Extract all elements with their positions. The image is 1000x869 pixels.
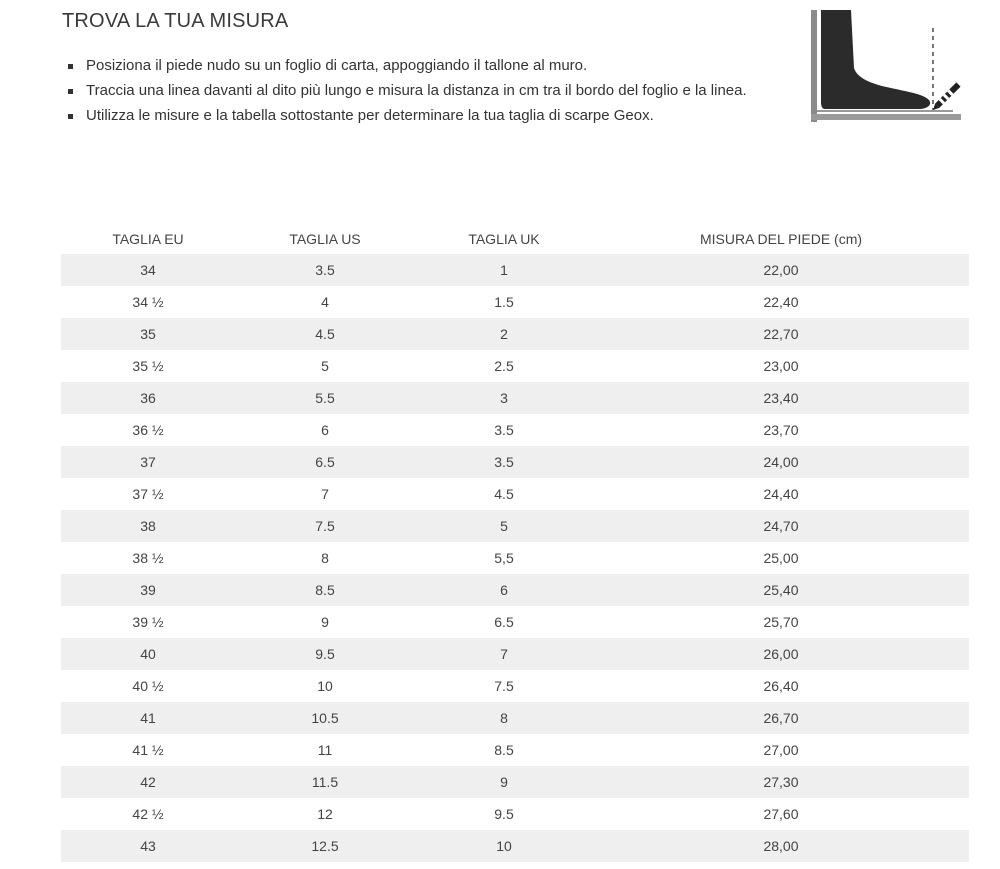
table-row bbox=[61, 510, 969, 542]
cell-foot-length: 25,70 bbox=[593, 606, 969, 638]
cell-uk: 8 bbox=[415, 702, 593, 734]
cell-uk: 3.5 bbox=[415, 446, 593, 478]
table-row bbox=[61, 350, 969, 382]
header-foot-length: MISURA DEL PIEDE (cm) bbox=[699, 231, 863, 247]
cell-eu: 42 bbox=[61, 766, 235, 798]
cell-eu: 39 ½ bbox=[61, 606, 235, 638]
cell-uk: 2 bbox=[415, 318, 593, 350]
cell-foot-length: 25,40 bbox=[593, 574, 969, 606]
cell-eu: 36 ½ bbox=[61, 414, 235, 446]
table-row bbox=[61, 254, 969, 286]
cell-uk: 9 bbox=[415, 766, 593, 798]
cell-eu: 34 bbox=[61, 254, 235, 286]
header-uk: TAGLIA UK bbox=[468, 231, 540, 247]
header-us: TAGLIA US bbox=[289, 231, 361, 247]
table-body bbox=[61, 254, 969, 862]
cell-foot-length: 27,60 bbox=[593, 798, 969, 830]
cell-us: 5.5 bbox=[235, 382, 415, 414]
cell-foot-length: 23,00 bbox=[593, 350, 969, 382]
cell-uk: 4.5 bbox=[415, 478, 593, 510]
cell-eu: 40 bbox=[61, 638, 235, 670]
table-row bbox=[61, 574, 969, 606]
cell-us: 9.5 bbox=[235, 638, 415, 670]
instruction-item: Traccia una linea davanti al dito più lungo e misura la distanza in cm tra il bordo del foglio e la linea. bbox=[68, 78, 793, 103]
table-row bbox=[61, 830, 969, 862]
cell-us: 11.5 bbox=[235, 766, 415, 798]
cell-eu: 35 ½ bbox=[61, 350, 235, 382]
cell-us: 11 bbox=[235, 734, 415, 766]
cell-uk: 6.5 bbox=[415, 606, 593, 638]
cell-eu: 38 ½ bbox=[61, 542, 235, 574]
cell-eu: 35 bbox=[61, 318, 235, 350]
cell-us: 6.5 bbox=[235, 446, 415, 478]
cell-us: 4.5 bbox=[235, 318, 415, 350]
cell-foot-length: 23,70 bbox=[593, 414, 969, 446]
page-title: TROVA LA TUA MISURA bbox=[62, 10, 289, 32]
cell-eu: 37 ½ bbox=[61, 478, 235, 510]
cell-uk: 9.5 bbox=[415, 798, 593, 830]
cell-us: 12 bbox=[235, 798, 415, 830]
table-row bbox=[61, 702, 969, 734]
cell-uk: 7 bbox=[415, 638, 593, 670]
cell-foot-length: 24,70 bbox=[593, 510, 969, 542]
cell-uk: 1.5 bbox=[415, 286, 593, 318]
table-row bbox=[61, 382, 969, 414]
header-eu: TAGLIA EU bbox=[112, 231, 184, 247]
cell-eu: 34 ½ bbox=[61, 286, 235, 318]
cell-foot-length: 27,00 bbox=[593, 734, 969, 766]
cell-us: 4 bbox=[235, 286, 415, 318]
cell-foot-length: 23,40 bbox=[593, 382, 969, 414]
cell-uk: 5,5 bbox=[415, 542, 593, 574]
cell-us: 9 bbox=[235, 606, 415, 638]
paper-shape bbox=[811, 114, 961, 120]
table-row bbox=[61, 446, 969, 478]
cell-us: 12.5 bbox=[235, 830, 415, 862]
size-table bbox=[61, 224, 969, 862]
cell-us: 8.5 bbox=[235, 574, 415, 606]
cell-foot-length: 26,00 bbox=[593, 638, 969, 670]
cell-uk: 7.5 bbox=[415, 670, 593, 702]
instruction-item: Utilizza le misure e la tabella sottostante per determinare la tua taglia di scarpe Geox. bbox=[68, 103, 793, 128]
table-row bbox=[61, 606, 969, 638]
cell-eu: 42 ½ bbox=[61, 798, 235, 830]
cell-us: 3.5 bbox=[235, 254, 415, 286]
table-row bbox=[61, 542, 969, 574]
table-row bbox=[61, 286, 969, 318]
cell-uk: 1 bbox=[415, 254, 593, 286]
foot-measure-icon bbox=[811, 10, 971, 124]
table-row bbox=[61, 318, 969, 350]
cell-uk: 3.5 bbox=[415, 414, 593, 446]
cell-eu: 38 bbox=[61, 510, 235, 542]
cell-us: 7 bbox=[235, 478, 415, 510]
cell-uk: 10 bbox=[415, 830, 593, 862]
cell-uk: 8.5 bbox=[415, 734, 593, 766]
table-row bbox=[61, 478, 969, 510]
wall-shape bbox=[811, 10, 817, 122]
cell-uk: 3 bbox=[415, 382, 593, 414]
cell-foot-length: 22,00 bbox=[593, 254, 969, 286]
foot-shape bbox=[821, 10, 930, 109]
cell-foot-length: 22,40 bbox=[593, 286, 969, 318]
cell-eu: 41 ½ bbox=[61, 734, 235, 766]
table-row bbox=[61, 670, 969, 702]
table-row bbox=[61, 638, 969, 670]
table-header-row bbox=[61, 224, 969, 254]
cell-foot-length: 24,00 bbox=[593, 446, 969, 478]
cell-us: 6 bbox=[235, 414, 415, 446]
cell-foot-length: 26,70 bbox=[593, 702, 969, 734]
cell-uk: 2.5 bbox=[415, 350, 593, 382]
cell-us: 7.5 bbox=[235, 510, 415, 542]
table-row bbox=[61, 798, 969, 830]
cell-us: 8 bbox=[235, 542, 415, 574]
cell-foot-length: 22,70 bbox=[593, 318, 969, 350]
cell-eu: 41 bbox=[61, 702, 235, 734]
cell-foot-length: 27,30 bbox=[593, 766, 969, 798]
table-row bbox=[61, 734, 969, 766]
pen-icon bbox=[931, 82, 961, 112]
cell-us: 5 bbox=[235, 350, 415, 382]
cell-foot-length: 25,00 bbox=[593, 542, 969, 574]
cell-foot-length: 28,00 bbox=[593, 830, 969, 862]
cell-eu: 37 bbox=[61, 446, 235, 478]
instruction-item: Posiziona il piede nudo su un foglio di carta, appoggiando il tallone al muro. bbox=[68, 53, 793, 78]
table-row bbox=[61, 414, 969, 446]
instructions-list bbox=[68, 53, 793, 128]
cell-eu: 43 bbox=[61, 830, 235, 862]
cell-eu: 40 ½ bbox=[61, 670, 235, 702]
cell-eu: 39 bbox=[61, 574, 235, 606]
cell-foot-length: 26,40 bbox=[593, 670, 969, 702]
cell-us: 10.5 bbox=[235, 702, 415, 734]
cell-uk: 6 bbox=[415, 574, 593, 606]
table-row bbox=[61, 766, 969, 798]
cell-us: 10 bbox=[235, 670, 415, 702]
cell-eu: 36 bbox=[61, 382, 235, 414]
cell-uk: 5 bbox=[415, 510, 593, 542]
cell-foot-length: 24,40 bbox=[593, 478, 969, 510]
